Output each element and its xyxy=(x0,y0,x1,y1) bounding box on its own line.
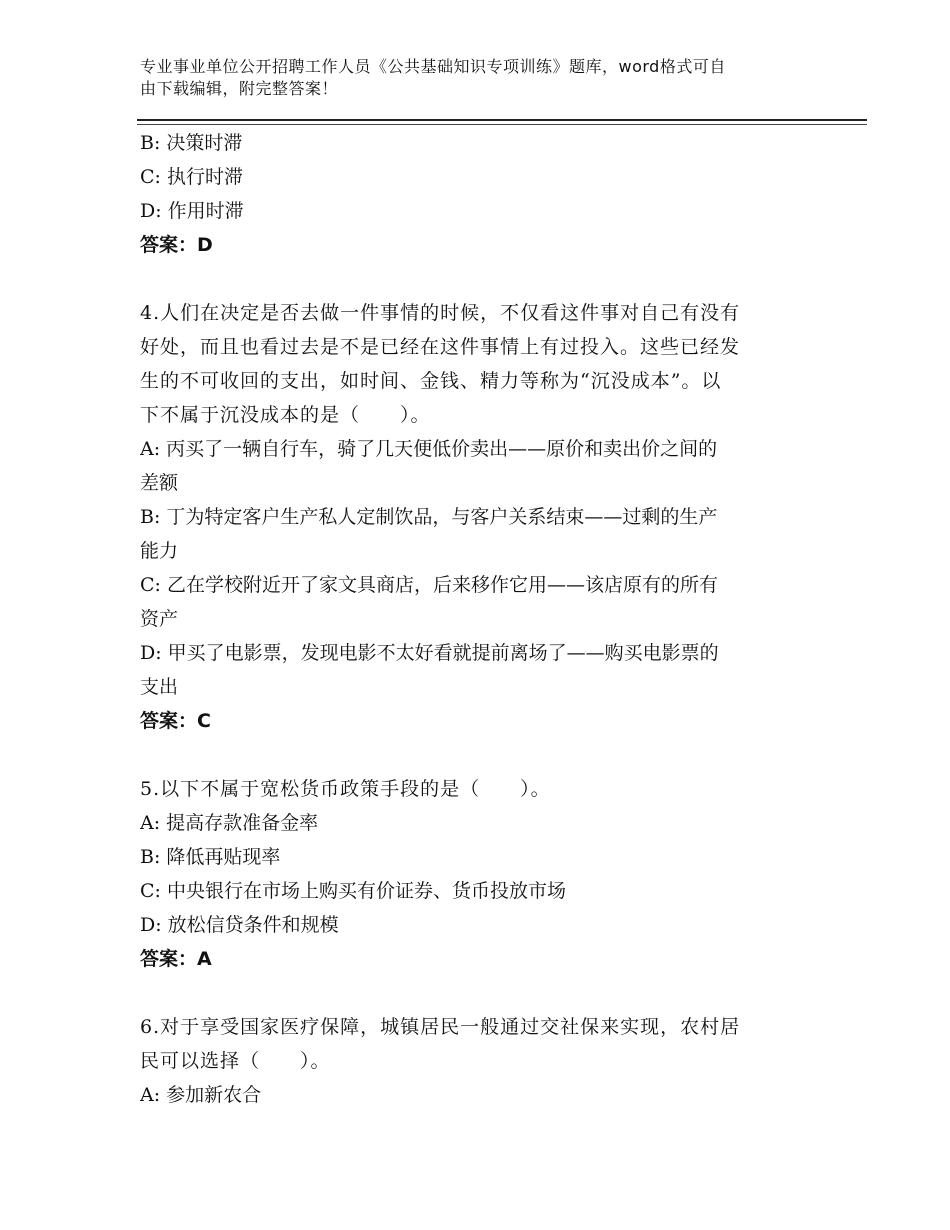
option-a: A: 丙买了一辆自行车，骑了几天便低价卖出——原价和卖出价之间的 xyxy=(140,438,718,460)
answer-line: 答案：D xyxy=(140,234,213,256)
question-stem-line: 生的不可收回的支出，如时间、金钱、精力等称为“沉没成本”。以 xyxy=(140,370,722,392)
option-c: C: 乙在学校附近开了家文具商店，后来移作它用——该店原有的所有 xyxy=(140,574,718,596)
header-line-2: 由下载编辑，附完整答案！ xyxy=(140,79,339,98)
header-rule-thick xyxy=(137,119,867,121)
header-line-1: 专业事业单位公开招聘工作人员《公共基础知识专项训练》题库，word格式可自 xyxy=(140,57,726,76)
option-d: D: 甲买了电影票，发现电影不太好看就提前离场了——购买电影票的 xyxy=(140,642,719,664)
option-b: B: 决策时滞 xyxy=(140,132,243,154)
question-stem-line: 4.人们在决定是否去做一件事情的时候，不仅看这件事对自己有没有 xyxy=(140,302,741,324)
option-a: A: 参加新农合 xyxy=(140,1084,262,1106)
question-stem-line: 民可以选择（ ）。 xyxy=(140,1050,331,1072)
question-continuation xyxy=(140,126,810,262)
spacer xyxy=(140,262,810,296)
option-b: B: 降低再贴现率 xyxy=(140,846,281,868)
page-header xyxy=(140,56,810,100)
spacer xyxy=(140,738,810,772)
header-rule-thin xyxy=(137,124,867,125)
option-b-continued: 能力 xyxy=(140,540,179,562)
question-stem-line: 6.对于享受国家医疗保障，城镇居民一般通过交社保来实现，农村居 xyxy=(140,1016,741,1038)
option-d: D: 作用时滞 xyxy=(140,200,244,222)
answer-line: 答案：A xyxy=(140,948,212,970)
question-stem-line: 5.以下不属于宽松货币政策手段的是（ ）。 xyxy=(140,778,551,800)
option-d: D: 放松信贷条件和规模 xyxy=(140,914,339,936)
option-c: C: 中央银行在市场上购买有价证券、货币投放市场 xyxy=(140,880,566,902)
question-4 xyxy=(140,296,810,738)
question-stem-line: 好处，而且也看过去是不是已经在这件事情上有过投入。这些已经发 xyxy=(140,336,741,358)
option-d-continued: 支出 xyxy=(140,676,179,698)
option-c: C: 执行时滞 xyxy=(140,166,243,188)
spacer xyxy=(140,976,810,1010)
question-5 xyxy=(140,772,810,976)
option-a: A: 提高存款准备金率 xyxy=(140,812,319,834)
document-body xyxy=(140,126,810,1112)
option-c-continued: 资产 xyxy=(140,608,179,630)
answer-line: 答案：C xyxy=(140,710,211,732)
option-b: B: 丁为特定客户生产私人定制饮品，与客户关系结束——过剩的生产 xyxy=(140,506,718,528)
question-6 xyxy=(140,1010,810,1112)
question-stem-line: 下不属于沉没成本的是（ ）。 xyxy=(140,404,431,426)
option-a-continued: 差额 xyxy=(140,472,179,494)
